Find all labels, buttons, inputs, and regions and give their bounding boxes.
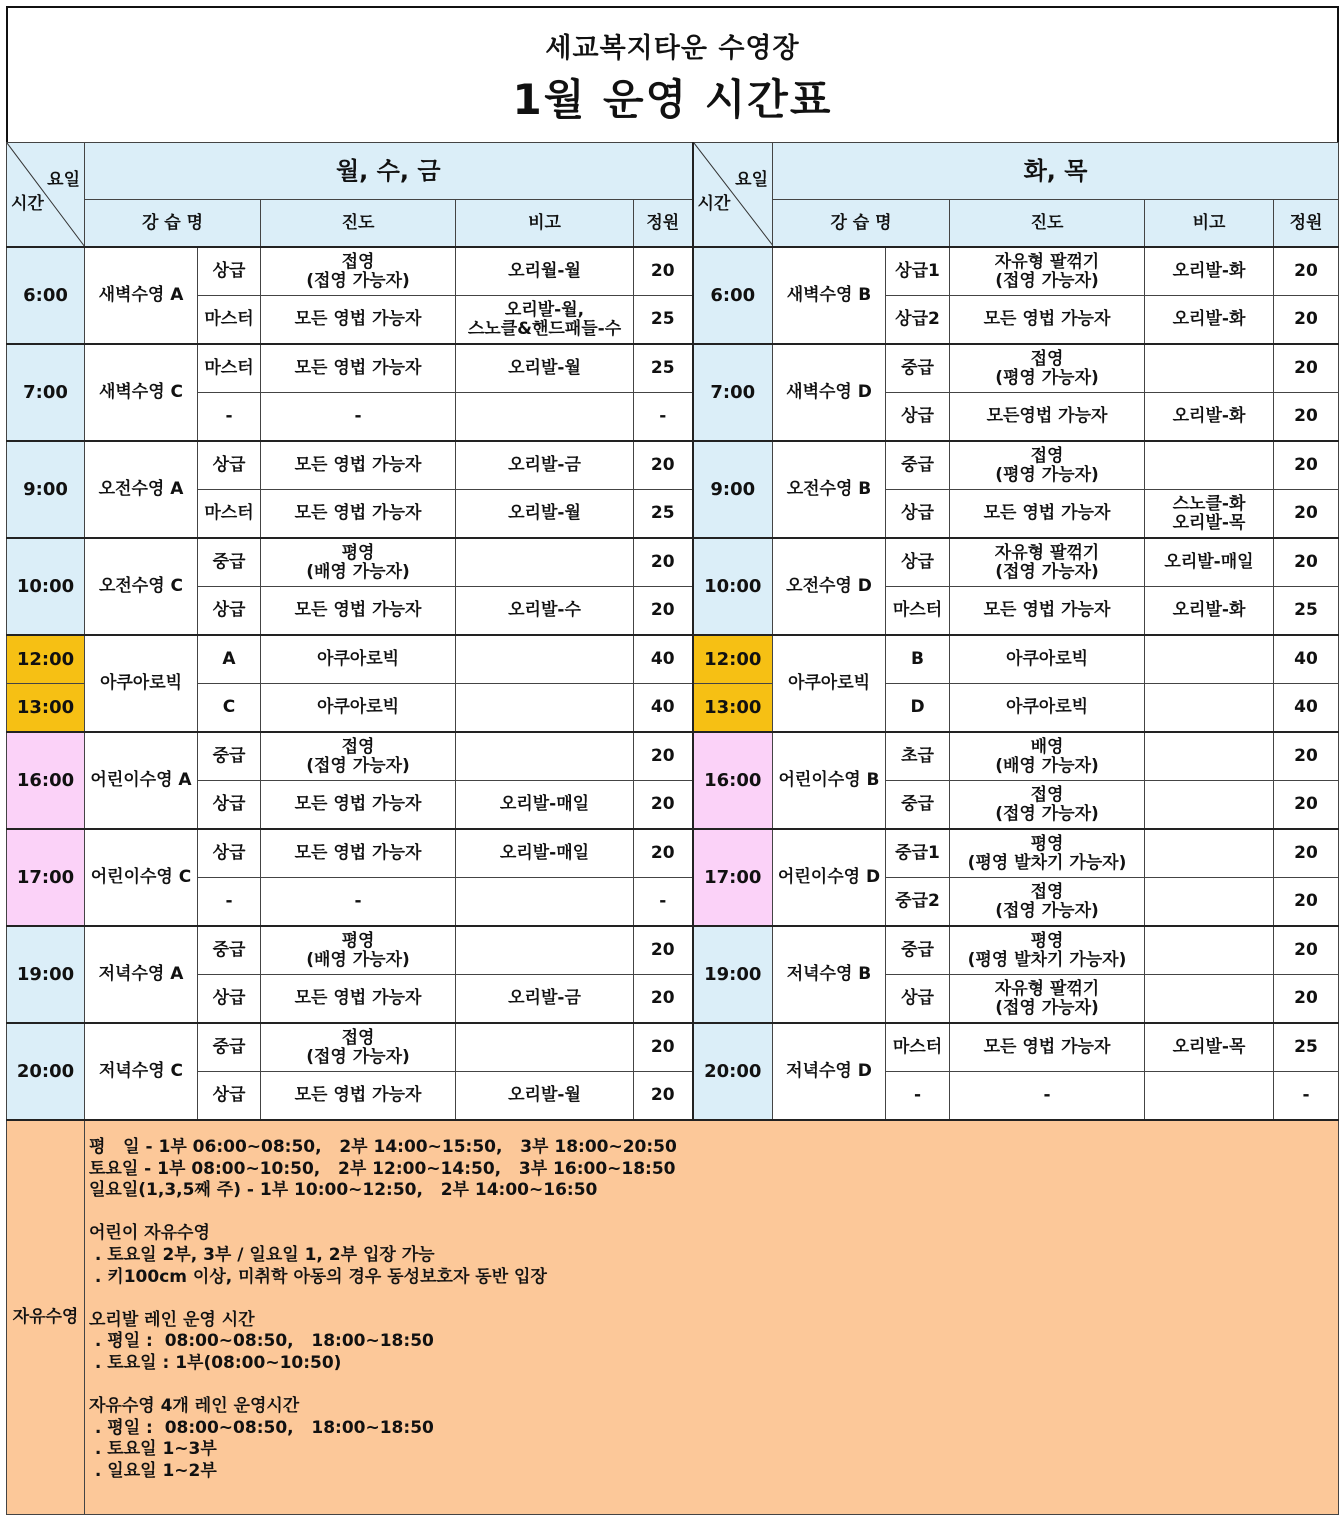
free-swim-line: . 평일 : 08:00~08:50, 18:00~18:50 (89, 1331, 434, 1352)
free-swim-line: 토요일 - 1부 08:00~10:50, 2부 12:00~14:50, 3부 16:00~18:50 (89, 1158, 676, 1179)
progress-cell: - (261, 393, 456, 442)
free-swim-line: . 토요일 2부, 3부 / 일요일 1, 2부 입장 가능 (89, 1244, 435, 1265)
progress-cell: 모든 영법 가능자 (261, 587, 456, 636)
time-cell: 7:00 (693, 344, 773, 441)
capacity-cell: 20 (634, 587, 693, 636)
progress-cell: 아쿠아로빅 (950, 684, 1145, 733)
note-cell: 오리발-화 (1145, 393, 1274, 442)
class-name: 새벽수영 D (773, 344, 886, 441)
level-cell: A (198, 635, 261, 684)
class-name: 오전수영 D (773, 538, 886, 635)
free-swim-line: 일요일(1,3,5째 주) - 1부 10:00~12:50, 2부 14:00~16:50 (89, 1180, 598, 1201)
note-cell (1145, 781, 1274, 830)
note-cell: 스노클-화 오리발-목 (1145, 490, 1274, 539)
corner-time-label: 시간 (11, 194, 44, 214)
table-row (7, 587, 1339, 636)
class-name: 어린이수영 D (773, 829, 886, 926)
level-cell: - (198, 393, 261, 442)
class-name: 새벽수영 B (773, 247, 886, 344)
note-cell: 오리발-월 (456, 490, 634, 539)
progress-cell: 모든영법 가능자 (950, 393, 1145, 442)
capacity-cell: 20 (634, 441, 693, 490)
free-swim-row (7, 1120, 1339, 1515)
capacity-cell: 40 (634, 684, 693, 733)
table-row (7, 490, 1339, 539)
level-cell: - (198, 878, 261, 927)
progress-cell: 모든 영법 가능자 (950, 296, 1145, 345)
note-cell (1145, 441, 1274, 490)
capacity-cell: 25 (1274, 587, 1339, 636)
free-swim-line: . 일요일 1~2부 (89, 1460, 217, 1481)
free-swim-info (85, 1120, 1339, 1515)
col-header-progress: 진도 (950, 200, 1145, 248)
note-cell: 오리발-화 (1145, 247, 1274, 296)
note-cell: 오리발-월, 스노클&핸드패들-수 (456, 296, 634, 345)
time-cell: 6:00 (693, 247, 773, 344)
progress-cell: 접영 (접영 가능자) (950, 878, 1145, 927)
level-cell: 상급2 (886, 296, 950, 345)
level-cell: 상급1 (886, 247, 950, 296)
capacity-cell: 20 (1274, 441, 1339, 490)
progress-cell: - (950, 1072, 1145, 1121)
capacity-cell: 20 (634, 732, 693, 781)
note-cell: 오리월-월 (456, 247, 634, 296)
time-cell: 6:00 (7, 247, 85, 344)
capacity-cell: 20 (1274, 926, 1339, 975)
progress-cell: 모든 영법 가능자 (261, 296, 456, 345)
days-header-left: 월, 수, 금 (85, 143, 693, 200)
level-cell: 중급 (198, 926, 261, 975)
note-cell: 오리발-월 (456, 1072, 634, 1121)
capacity-cell: 25 (634, 296, 693, 345)
capacity-cell: 20 (1274, 538, 1339, 587)
level-cell: 중급1 (886, 829, 950, 878)
progress-cell: 모든 영법 가능자 (950, 490, 1145, 539)
note-cell (456, 926, 634, 975)
corner-cell-right (693, 143, 773, 248)
time-cell: 19:00 (7, 926, 85, 1023)
capacity-cell: 25 (1274, 1023, 1339, 1072)
col-header-class: 강 습 명 (773, 200, 950, 248)
level-cell: 상급 (198, 441, 261, 490)
progress-cell: 모든 영법 가능자 (261, 441, 456, 490)
note-cell (1145, 829, 1274, 878)
level-cell: B (886, 635, 950, 684)
note-cell (456, 1023, 634, 1072)
note-cell (1145, 878, 1274, 927)
capacity-cell: 20 (634, 781, 693, 830)
level-cell: - (886, 1072, 950, 1121)
level-cell: 상급 (198, 975, 261, 1024)
note-cell (1145, 635, 1274, 684)
free-swim-line (89, 1202, 1338, 1224)
progress-cell: 자유형 팔꺾기 (접영 가능자) (950, 538, 1145, 587)
class-name: 저녁수영 C (85, 1023, 198, 1120)
capacity-cell: 20 (634, 926, 693, 975)
capacity-cell: 20 (634, 975, 693, 1024)
note-cell (456, 393, 634, 442)
time-cell: 17:00 (7, 829, 85, 926)
note-cell: 오리발-월 (456, 344, 634, 393)
note-cell: 오리발-목 (1145, 1023, 1274, 1072)
level-cell: 초급 (886, 732, 950, 781)
capacity-cell: 20 (1274, 975, 1339, 1024)
col-header-capacity: 정원 (634, 200, 693, 248)
table-row (7, 247, 1339, 296)
note-cell: 오리발-금 (456, 441, 634, 490)
table-row (7, 1023, 1339, 1072)
progress-cell: 모든 영법 가능자 (261, 344, 456, 393)
time-cell: 13:00 (693, 684, 773, 733)
col-header-capacity: 정원 (1274, 200, 1339, 248)
title-box (6, 6, 1339, 144)
table-row (7, 878, 1339, 927)
capacity-cell: - (634, 393, 693, 442)
class-name: 저녁수영 B (773, 926, 886, 1023)
page-title: 1월 운영 시간표 (512, 75, 833, 124)
class-name: 오전수영 A (85, 441, 198, 538)
capacity-cell: 40 (634, 635, 693, 684)
capacity-cell: 20 (1274, 781, 1339, 830)
capacity-cell: 40 (1274, 635, 1339, 684)
table-row (7, 1072, 1339, 1121)
level-cell: 중급2 (886, 878, 950, 927)
level-cell: D (886, 684, 950, 733)
class-name: 어린이수영 A (85, 732, 198, 829)
class-name: 어린이수영 B (773, 732, 886, 829)
note-cell (456, 684, 634, 733)
level-cell: 중급 (886, 344, 950, 393)
progress-cell: 모든 영법 가능자 (261, 490, 456, 539)
class-name: 새벽수영 A (85, 247, 198, 344)
progress-cell: 접영 (평영 가능자) (950, 441, 1145, 490)
free-swim-line: 자유수영 4개 레인 운영시간 (89, 1396, 300, 1417)
table-row (7, 441, 1339, 490)
col-header-note: 비고 (456, 200, 634, 248)
progress-cell: 접영 (평영 가능자) (950, 344, 1145, 393)
time-cell: 10:00 (693, 538, 773, 635)
time-cell: 17:00 (693, 829, 773, 926)
level-cell: 상급 (886, 393, 950, 442)
class-name: 저녁수영 A (85, 926, 198, 1023)
time-cell: 10:00 (7, 538, 85, 635)
capacity-cell: 40 (1274, 684, 1339, 733)
capacity-cell: 20 (634, 1072, 693, 1121)
capacity-cell: 25 (634, 490, 693, 539)
progress-cell: 평영 (평영 발차기 가능자) (950, 926, 1145, 975)
corner-cell-left (7, 143, 85, 248)
note-cell (456, 635, 634, 684)
class-name: 새벽수영 C (85, 344, 198, 441)
note-cell (456, 732, 634, 781)
note-cell (1145, 926, 1274, 975)
level-cell: 중급 (886, 926, 950, 975)
progress-cell: 접영 (접영 가능자) (261, 247, 456, 296)
note-cell: 오리발-매일 (456, 829, 634, 878)
progress-cell: 자유형 팔꺾기 (접영 가능자) (950, 247, 1145, 296)
capacity-cell: 20 (634, 1023, 693, 1072)
progress-cell: 접영 (접영 가능자) (261, 1023, 456, 1072)
level-cell: 상급 (886, 975, 950, 1024)
level-cell: 상급 (198, 781, 261, 830)
level-cell: 상급 (198, 587, 261, 636)
level-cell: 상급 (198, 829, 261, 878)
note-cell (456, 538, 634, 587)
level-cell: 상급 (886, 490, 950, 539)
class-name: 아쿠아로빅 (773, 635, 886, 732)
level-cell: 마스터 (198, 490, 261, 539)
level-cell: 마스터 (886, 587, 950, 636)
class-name: 저녁수영 D (773, 1023, 886, 1120)
time-cell: 12:00 (7, 635, 85, 684)
progress-cell: 모든 영법 가능자 (261, 1072, 456, 1121)
progress-cell: 접영 (접영 가능자) (261, 732, 456, 781)
table-row (7, 635, 1339, 684)
schedule-table (6, 142, 1339, 1515)
time-cell: 9:00 (7, 441, 85, 538)
progress-cell: 모든 영법 가능자 (261, 781, 456, 830)
timetable-page (6, 6, 1339, 1489)
note-cell (1145, 1072, 1274, 1121)
progress-cell: 자유형 팔꺾기 (접영 가능자) (950, 975, 1145, 1024)
note-cell (1145, 344, 1274, 393)
level-cell: 중급 (198, 538, 261, 587)
capacity-cell: 20 (1274, 732, 1339, 781)
table-row (7, 684, 1339, 733)
capacity-cell: 20 (1274, 296, 1339, 345)
days-header-right: 화, 목 (773, 143, 1339, 200)
capacity-cell: 20 (1274, 829, 1339, 878)
note-cell: 오리발-금 (456, 975, 634, 1024)
corner-day-label: 요일 (735, 170, 768, 190)
progress-cell: 배영 (배영 가능자) (950, 732, 1145, 781)
level-cell: 마스터 (198, 296, 261, 345)
progress-cell: 아쿠아로빅 (950, 635, 1145, 684)
note-cell: 오리발-매일 (1145, 538, 1274, 587)
note-cell (1145, 732, 1274, 781)
level-cell: 상급 (198, 247, 261, 296)
capacity-cell: - (634, 878, 693, 927)
table-row (7, 732, 1339, 781)
free-swim-line: 오리발 레인 운영 시간 (89, 1309, 255, 1330)
table-row (7, 926, 1339, 975)
col-header-progress: 진도 (261, 200, 456, 248)
free-swim-label: 자유수영 (7, 1120, 85, 1515)
capacity-cell: 20 (634, 247, 693, 296)
table-row (7, 393, 1339, 442)
note-cell: 오리발-화 (1145, 296, 1274, 345)
time-cell: 19:00 (693, 926, 773, 1023)
capacity-cell: 25 (634, 344, 693, 393)
free-swim-line: . 토요일 : 1부(08:00~10:50) (89, 1352, 342, 1373)
level-cell: 상급 (886, 538, 950, 587)
capacity-cell: 20 (1274, 247, 1339, 296)
time-cell: 20:00 (693, 1023, 773, 1120)
class-name: 아쿠아로빅 (85, 635, 198, 732)
capacity-cell: 20 (1274, 393, 1339, 442)
level-cell: 마스터 (198, 344, 261, 393)
note-cell: 오리발-화 (1145, 587, 1274, 636)
progress-cell: 접영 (접영 가능자) (950, 781, 1145, 830)
time-cell: 9:00 (693, 441, 773, 538)
progress-cell: 아쿠아로빅 (261, 684, 456, 733)
corner-time-label: 시간 (697, 194, 731, 214)
free-swim-line (89, 1288, 1338, 1310)
table-row (7, 829, 1339, 878)
table-row (7, 538, 1339, 587)
class-name: 어린이수영 C (85, 829, 198, 926)
note-cell: 오리발-매일 (456, 781, 634, 830)
col-header-note: 비고 (1145, 200, 1274, 248)
free-swim-line: . 토요일 1~3부 (89, 1439, 217, 1460)
time-cell: 16:00 (7, 732, 85, 829)
progress-cell: 아쿠아로빅 (261, 635, 456, 684)
class-name: 오전수영 C (85, 538, 198, 635)
level-cell: 중급 (886, 781, 950, 830)
time-cell: 13:00 (7, 684, 85, 733)
capacity-cell: 20 (1274, 344, 1339, 393)
capacity-cell: 20 (1274, 490, 1339, 539)
capacity-cell: 20 (634, 538, 693, 587)
time-cell: 7:00 (7, 344, 85, 441)
progress-cell: 모든 영법 가능자 (950, 1023, 1145, 1072)
note-cell (456, 878, 634, 927)
time-cell: 16:00 (693, 732, 773, 829)
free-swim-line: 어린이 자유수영 (89, 1223, 210, 1244)
progress-cell: 모든 영법 가능자 (261, 829, 456, 878)
facility-name: 세교복지타운 수영장 (545, 33, 800, 64)
level-cell: 마스터 (886, 1023, 950, 1072)
progress-cell: 평영 (배영 가능자) (261, 538, 456, 587)
corner-day-label: 요일 (47, 170, 80, 190)
level-cell: 중급 (198, 1023, 261, 1072)
col-header-class: 강 습 명 (85, 200, 261, 248)
free-swim-line: . 키100cm 이상, 미취학 아동의 경우 동성보호자 동반 입장 (89, 1266, 547, 1287)
class-name: 오전수영 B (773, 441, 886, 538)
progress-cell: - (261, 878, 456, 927)
progress-cell: 모든 영법 가능자 (261, 975, 456, 1024)
free-swim-line: 평 일 - 1부 06:00~08:50, 2부 14:00~15:50, 3부 18:00~20:50 (89, 1137, 677, 1157)
level-cell: 상급 (198, 1072, 261, 1121)
note-cell (1145, 975, 1274, 1024)
level-cell: 중급 (198, 732, 261, 781)
time-cell: 12:00 (693, 635, 773, 684)
free-swim-line: . 평일 : 08:00~08:50, 18:00~18:50 (89, 1417, 434, 1438)
table-row (7, 975, 1339, 1024)
table-row (7, 296, 1339, 345)
level-cell: C (198, 684, 261, 733)
table-row (7, 344, 1339, 393)
progress-cell: 평영 (평영 발차기 가능자) (950, 829, 1145, 878)
free-swim-line (89, 1375, 1338, 1397)
time-cell: 20:00 (7, 1023, 85, 1120)
note-cell (1145, 684, 1274, 733)
progress-cell: 평영 (배영 가능자) (261, 926, 456, 975)
capacity-cell: 20 (1274, 878, 1339, 927)
level-cell: 중급 (886, 441, 950, 490)
table-row (7, 781, 1339, 830)
note-cell: 오리발-수 (456, 587, 634, 636)
progress-cell: 모든 영법 가능자 (950, 587, 1145, 636)
capacity-cell: - (1274, 1072, 1339, 1121)
capacity-cell: 20 (634, 829, 693, 878)
